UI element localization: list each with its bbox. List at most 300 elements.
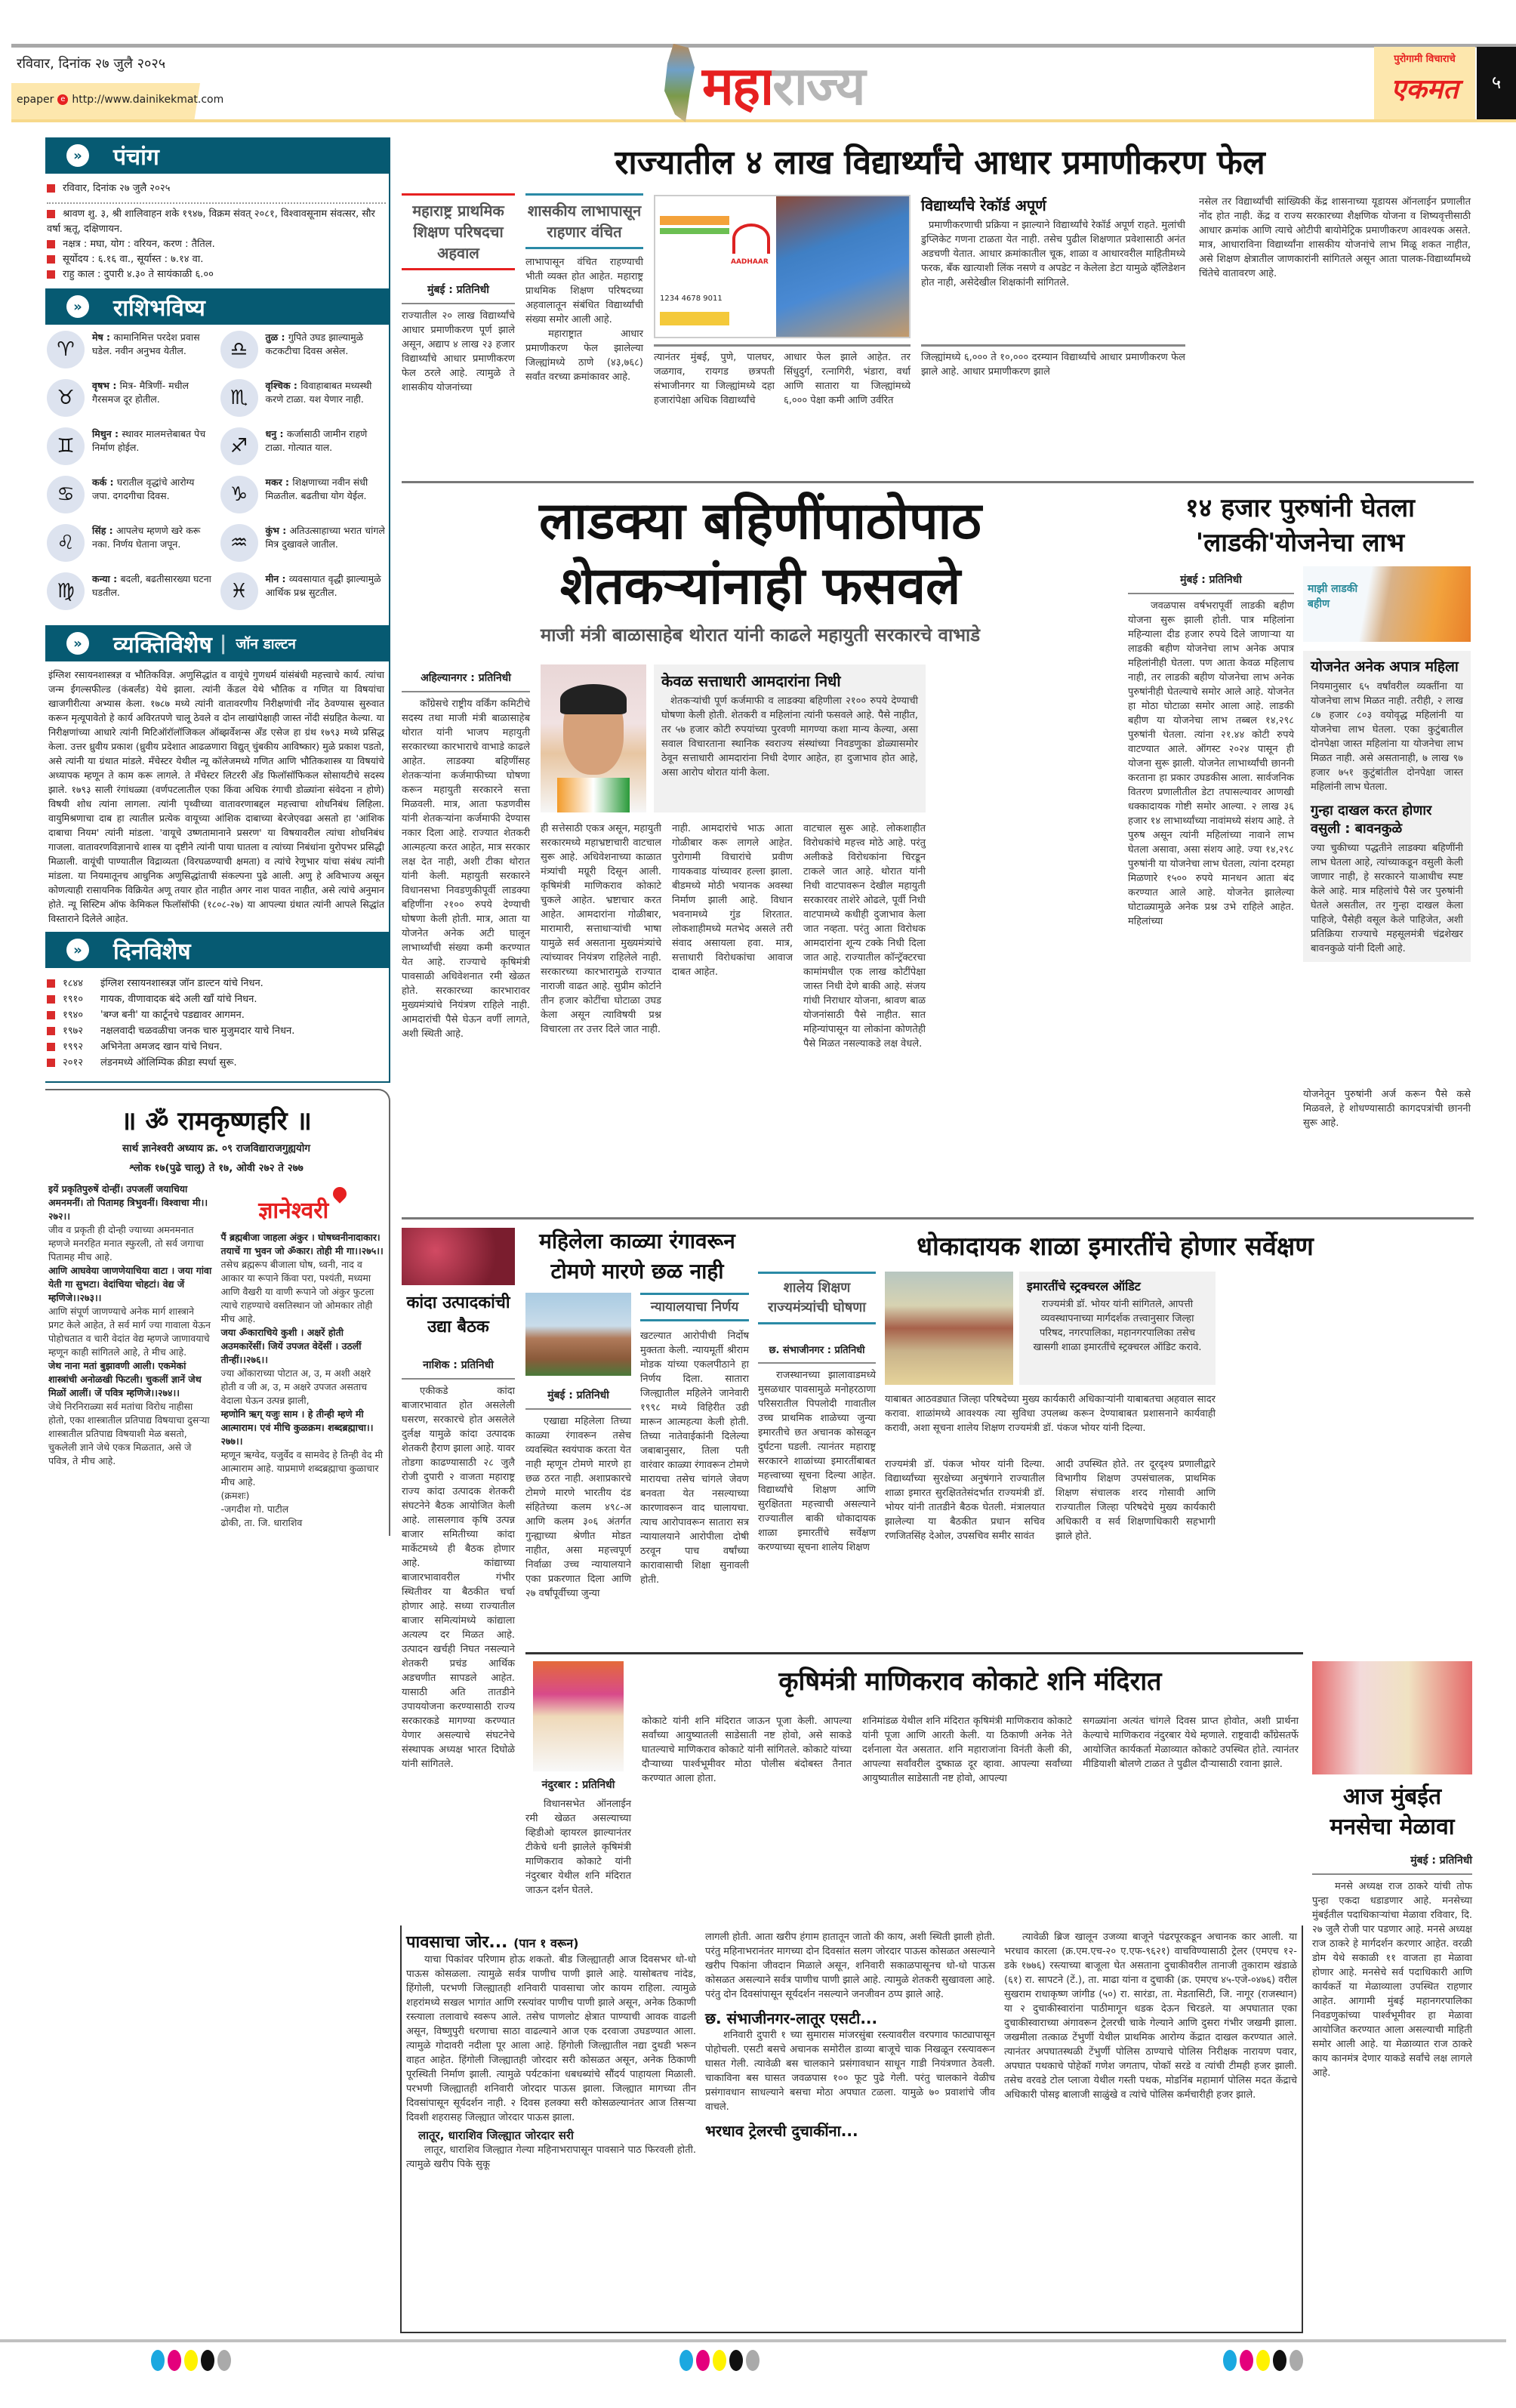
ovi-meaning: ढोकी, ता. जि. धाराशिव	[220, 1517, 303, 1528]
ladki-col4-text: वाटचाल सुरू आहे. लोकशाहीत विरोधकांचे महत्त्व मोठे आहे. परंतु अलीकडे विरोधकांना चिरडून टाकले जात आहे. थोरात यांनी निधी वाटपावरून देखील महायुती सरकारवर ताशेरे ओढले, पूर्वी निधी वाटपामध्ये कधीही दुजाभाव केला जात नव्हता. परंतु आता विरोधक आमदारांना शून्य टक्के निधी दिला जात आहे. राज्यातील कॉन्ट्रॅक्टरचा कामांमधील एक लाख कोटींपेक्षा जास्त निधी देणे बाकी आहे. संजय गांधी निराधार योजना, श्रावण बाळ योजनांसाठी पैसे नाहीत. सात महिन्यांपासून या लोकांना कोणतेही पैसे मिळत नसल्याकडे लक्ष वेधले.	[803, 823, 926, 1050]
vyaktivishesh-subject: जॉन डाल्टन	[236, 636, 296, 652]
school-caption: याबाबत आठवड्यात जिल्हा परिषदेच्या मुख्य कार्यकारी अधिकाऱ्यांनी याबाबतचा अहवाल सादर करावा. शाळांमध्ये आवश्यक त्या सुविधा उपलब्ध करून देण्याबाबत प्रशासनाने कार्यवाही करावी, अशा सूचना शालेय शिक्षण राज्यमंत्री डॉ. पंकज भोयर यांनी दिल्या.	[885, 1394, 1216, 1434]
paus-col-3	[1004, 1930, 1297, 2102]
bullet-icon	[47, 1027, 55, 1035]
ladki-col3-text: नाही. आमदारांचे भाऊ आता गोळीबार करू लागले आहेत. पुरोगामी विचारांचे प्रवीण गायकवाड यांच्यावर हल्ला झाला. बीडमध्ये मोठी भयानक अवस्था निर्माण झाली आहे. विधान भवनामध्ये गुंड शिरतात. लोकशाहीमध्ये मतभेद असले तरी संवाद असायला हवा. मात्र, सत्ताधारी विरोधकांचा आवाज दाबत आहेत.	[672, 823, 793, 978]
bullet-icon	[47, 979, 55, 988]
paus-sub2-text: शनिवारी दुपारी १ च्या सुमारास मांजरसुंबा रस्त्यावरील वरपगाव फाट्यापासून पोहोचली. एसटी बसचे अचानक समोरील डाव्या बाजूचे चाक निखळून रस्त्यावरून घासत गेली. त्यावेळी बस चालकाने प्रसंगावधान साधून गाडी नियंत्रणात ठेवली. चाकाविना बस घासत जवळपास १०० फूट पुढे गेली. परंतु चालकाने वेळीच प्रसंगावधान साधल्याने बसचा मोठा अपघात टळला. यामुळे ७० प्रवाशांचे जीव वाचले.	[705, 2030, 995, 2113]
registration-dot	[713, 2350, 726, 2371]
rashi-prediction: कामानिमित्त परदेश प्रवास घडेल. नवीन अनुभव येतील.	[92, 331, 200, 356]
dinvishesh-event: गायक, वीणावादक बंदे अली खाँ यांचे निधन.	[100, 994, 257, 1005]
ovi-columns	[48, 1182, 384, 1530]
rashi-item	[47, 572, 213, 618]
school-col-3	[1055, 1457, 1216, 1543]
rashi-separator: :	[279, 525, 290, 536]
manse-headline-1: आज मुंबईत	[1342, 1784, 1442, 1810]
ladki-fund-box	[654, 664, 926, 812]
page-number: ५	[1477, 47, 1516, 119]
ovi-meaning: आणि संपूर्ण जाणण्याचे अनेक मार्ग शास्त्राने प्रगट केले आहेत, ते सर्व मार्ग ज्या गावाला येऊन पोहोचतात व चारी वेदांत वेद्य म्हणजे जाणावयाचे म्हणून काही सांगितले आहे, ते मीच आहे.	[48, 1306, 211, 1358]
court-headline-1: महिलेला काळ्या रंगावरून	[539, 1229, 735, 1253]
rashi-prediction: घरातील वृद्धांचे आरोग्य जपा. दगदगीचा दिवस.	[92, 476, 195, 501]
rashi-item	[220, 379, 387, 424]
section-divider	[402, 1217, 1474, 1219]
rashi-name: सिंह	[92, 525, 106, 536]
registration-dot	[217, 2350, 231, 2371]
rashi-name: कर्क	[92, 476, 107, 488]
rashi-item	[47, 476, 213, 521]
ladki-col-1	[402, 664, 530, 1041]
rashi-text	[92, 331, 213, 358]
rashi-separator: :	[106, 525, 117, 536]
dinvishesh-item	[47, 1023, 386, 1039]
rashi-text	[92, 379, 213, 406]
aadhaar-photo	[654, 195, 911, 338]
registration-dot	[729, 2350, 743, 2371]
kokate-col2-text: कोकाटे यांनी शनि मंदिरात जाऊन पूजा केली. आपल्या सर्वांच्या आयुष्यातली साडेसाती नष्ट होवो, असे साकडे घातल्याचे माणिकराव कोकाटे यांनी सांगितले. कोकाटे यांच्या दौऱ्याच्या पार्श्वभूमीवर मोठा पोलीस बंदोबस्त तैनात करण्यात आला होता.	[642, 1716, 852, 1784]
rashi-separator: :	[290, 380, 301, 391]
school-kicker	[758, 1272, 876, 1324]
rashi-name: तुळ	[265, 331, 279, 343]
school-building-photo	[885, 1272, 1013, 1385]
rashi-separator: :	[109, 380, 120, 391]
section-divider	[402, 481, 1474, 483]
aadhaar-col2b-text: महाराष्ट्रात आधार प्रमाणीकरण फेल झालेल्या जिल्ह्यांमध्ये ठाणे (४३,७६८) सर्वांत वरच्या क्रमांकावर आहे.	[525, 328, 643, 383]
panchang-title: पंचांग	[113, 143, 159, 171]
bullet-icon	[47, 210, 55, 218]
rashi-text	[92, 427, 213, 455]
rashi-prediction: स्थावर मालमत्तेबाबत पेच निर्माण होईल.	[92, 428, 206, 453]
masthead-top-rule	[11, 44, 1516, 48]
footer-rule	[0, 2339, 1506, 2342]
rashi-separator: :	[278, 331, 288, 343]
dinvishesh-item	[47, 1039, 386, 1055]
bullet-icon	[47, 240, 55, 248]
ladki-col-4	[803, 822, 926, 1051]
bullet-icon	[47, 1011, 55, 1019]
kokate-col-4	[1083, 1714, 1299, 1771]
kokate-col1-text: विधानसभेत ऑनलाईन रमी खेळत असल्याच्या व्हिडीओ व्हायरल झाल्यानंतर टीकेचे धनी झालेले कृषिमंत्री माणिकराव कोकाटे यांनी नंदुरबार येथील शनि मंदिरात जाऊन दर्शन घेतले.	[525, 1799, 631, 1896]
raj-thackeray-photo	[1312, 1661, 1472, 1774]
registration-dot	[168, 2350, 181, 2371]
rashi-separator: :	[279, 573, 289, 584]
rashi-separator: :	[111, 428, 122, 439]
school-dateline: छ. संभाजीनगर : प्रतिनिधी	[758, 1337, 876, 1364]
epaper-e-icon: e	[57, 94, 68, 105]
school-col1-text: राजस्थानच्या झालावाडमध्ये मुसळधार पावसामुळे मनोहरठाणा परिसरातील पिपलोदी गावातील उच्च प्राथमिक शाळेच्या जुन्या इमारतीचे छत अचानक कोसळून दुर्घटना घडली. त्यानंतर महाराष्ट्र सरकारने शाळांच्या इमारतींबाबत महत्त्वाच्या सूचना दिल्या आहेत. विद्यार्थ्यांचे शिक्षण आणि सुरक्षितता महत्त्वाची असल्याने राज्यातील बाकी धोकादायक शाळा इमारतींचे सर्वेक्षण करण्याच्या सूचना शालेय शिक्षण	[758, 1370, 876, 1553]
rashi-prediction: कर्जासाठी जामीन राहणे टाळा. गोत्यात याल.	[265, 428, 368, 453]
ovi-verse: जया ॐकाराचिये कुशी । अक्षरें होती अउमकारेंसीं। जियें उपजत वेदेंसीं । उठलीं तीन्हीं।।२७६।।	[220, 1327, 362, 1365]
aadhaar-kicker-1: महाराष्ट्र प्राथमिक शिक्षण परिषदचा अहवाल	[402, 193, 515, 270]
manse-headline-2: मनसेचा मेळावा	[1330, 1814, 1455, 1840]
leo-icon: ♌	[47, 524, 85, 562]
manse-headline-block	[1312, 1782, 1472, 1842]
school-kicker-text: शालेय शिक्षण राज्यमंत्र्यांची घोषणा	[758, 1272, 876, 1324]
aadhaar-col5-text: जिल्ह्यांमध्ये ६,००० ते १०,००० दरम्यान विद्यार्थ्यांचे आधार प्रमाणीकरण फेल झाले आहे. आधार प्रमाणीकरण झाले	[921, 352, 1185, 378]
rashi-text	[266, 427, 387, 455]
taurus-icon: ♉	[47, 379, 85, 417]
rashi-item	[220, 331, 387, 376]
rashi-title: राशिभविष्य	[113, 294, 205, 322]
divider	[921, 344, 1185, 347]
rashi-prediction: व्यवसायात वृद्धी झाल्यामुळे आर्थिक प्रश्न सुटतील.	[265, 573, 381, 598]
sidebar	[45, 137, 390, 1536]
purush-tail-text: योजनेतून पुरुषांनी अर्ज करून पैसे कसे मिळवले, हे शोधण्यासाठी कागदपत्रांची छाननी सुरू आहे.	[1303, 1089, 1471, 1129]
ladki-headline-block	[402, 489, 1119, 647]
aadhaar-record-text: प्रमाणीकरणाची प्रक्रिया न झाल्याने विद्यार्थ्यांचे रेकॉर्ड अपूर्ण राहते. मुलांची डुप्लिकेट गणना टाळता येत नाही. तसेच पुढील शिक्षणात प्रवेशासाठी अनंत अडचणी येतात. आधार क्रमांकातील चूक, शाळा व आधारवरील माहितीमध्ये फरक, बँक खात्याशी लिंक नसणे व अपडेट न केलेला डेटा यामुळे व्हॅलिडेशन होत नाही, असेदेखील शिक्षकांनी सांगितले.	[921, 220, 1185, 288]
aadhaar-second-column	[525, 193, 643, 384]
registration-dot	[184, 2350, 198, 2371]
brand-name: एकमत	[1391, 74, 1459, 105]
ladki-col-3	[672, 822, 793, 979]
section-title-maha: महा	[702, 55, 773, 117]
kokate-dateline: नंदुरबार : प्रतिनिधी	[541, 1779, 615, 1791]
ovi-verse: आणि आघवेया जाणणेयाचिया वाटा । जया गांवा येती गा सुभटा। वेदांचिया चोहटां। वेद्य जें म्हणिजे।।२७३।।	[48, 1265, 212, 1303]
rashi-text	[92, 572, 213, 600]
ineligible-text: नियमानुसार ६५ वर्षांवरील व्यक्तींना या योजनेचा लाभ मिळत नाही. तरीही, २ लाख ८७ हजार ८०३ वयोवृद्ध महिलांनी या योजनेचा लाभ घेतला. एका कुटुंबातील दोनपेक्षा जास्त महिलांना या योजनेचा लाभ मिळत नाही. असे असतानाही, ७ लाख ९७ हजार ७५१ कुटुंबांतील दोनपेक्षा जास्त महिलांनी लाभ घेतला.	[1311, 681, 1463, 793]
court-col-1	[525, 1382, 631, 1601]
registration-dot	[151, 2350, 165, 2371]
panchang-date-row	[47, 178, 386, 198]
aadhaar-dateline: मुंबई : प्रतिनिधी	[402, 276, 515, 304]
recovery-text: ज्या चुकीच्या पद्धतीने लाडक्या बहिणींनी लाभ घेतला आहे, त्यांच्याकडून वसुली केली जाणार नाही, हे सरकारने याआधीच स्पष्ट केले आहे. मात्र महिलांचे पैसे जर पुरुषांनी घेतले असतील, तर गुन्हा दाखल केला पाहिजे, पैसेही वसूल केले पाहिजेत, अशी प्रतिक्रिया राज्याचे महसूलमंत्री चंद्रशेखर बावनकुळे यांनी दिली आहे.	[1311, 843, 1463, 954]
ovi-verse: जेथ नाना मतां बुझावणी आली। एकमेकां शास्त्रांची अनोळखी फिटली। चुकलीं ज्ञानें जेथ मिळों आलीं। जें पवित्र म्हणिजे।।२७४।।	[48, 1360, 202, 1398]
ovi-meaning: जेथे निरनिराळ्या सर्व मतांचा विरोध नाहीसा होतो, एका शास्त्रातील प्रतिपाद्य विषयाचा दुसऱ्या शास्त्रातील प्रतिपाद्य विषयाशी मेळ बसतो, चुकलेली ज्ञाने जेथे एकत्र मिळतात, असे जे पवित्र, ते मीच आहे.	[48, 1401, 210, 1466]
aquarius-icon: ♒	[220, 524, 258, 562]
dinvishesh-event: लंडनमध्ये ऑलिम्पिक क्रीडा स्पर्धा सुरू.	[100, 1057, 237, 1068]
panchang-body	[45, 174, 390, 288]
bullet-icon	[47, 1043, 55, 1051]
ladki-col1-text: काँग्रेसचे राष्ट्रीय वर्किंग कमिटीचे सदस्य तथा माजी मंत्री बाळासाहेब थोरात यांनी भाजप महायुती सरकारच्या कारभाराचे वाभाडे काढले आहेत. लाडक्या बहिणींसह शेतकऱ्यांना कर्जमाफीच्या घोषणा करून महायुती सरकारने सत्ता मिळवली. मात्र, आता फडणवीस यांनी शेतकऱ्यांना कर्जमाफी देण्यास नकार दिला आहे. राज्यात शेतकरी आत्महत्या करत आहेत, मात्र सरकार लक्ष देत नाही, अशी टीका थोरात यांनी केली. महायुती सरकारने विधानसभा निवडणुकीपूर्वी लाडक्या बहिणींना २१०० रुपये देण्याची घोषणा केली होती. मात्र, आता या योजनेत अनेक अटी घालून लाभार्थ्यांची संख्या कमी करण्यात येत आहे. राज्याचे कृषिमंत्री पावसाळी अधिवेशनात रमी खेळत होते. सरकारच्या कारभारावर मुख्यमंत्र्यांचे नियंत्रण राहिले नाही. आमदारांची पैसे घेऊन वर्णी लागते, अशी स्थिती आहे.	[402, 698, 530, 1040]
bullet-icon	[47, 184, 55, 193]
rashi-separator: :	[276, 428, 287, 439]
rashi-prediction: बदली, बढतीसारख्या घटना घडतील.	[92, 573, 211, 598]
school-caption-block	[885, 1392, 1216, 1435]
kokate-headline: कृषिमंत्री माणिकराव कोकाटे शनि मंदिरात	[778, 1666, 1162, 1697]
ramkrishnahari-title: ॥ ॐ रामकृष्णहरि ॥	[121, 1106, 312, 1136]
dinvishesh-event: इंग्लिश रसायनशास्त्रज्ञ जॉन डाल्टन यांचे निधन.	[100, 978, 263, 989]
ladki-fund-text: शेतकऱ्यांची पूर्ण कर्जमाफी व लाडक्या बहिणीला २१०० रुपये देण्याची घोषणा केली होती. शेतकरी व महिलांना त्यांनी फसवले आहे. पैसे नाहीत, तर ५७ हजार कोटी रुपयांच्या पुरवणी मागण्या कशा मान्य केल्या, असा सवाल विचारताना स्थानिक स्वराज्य संस्थांच्या निवडणुका डोळ्यासमोर ठेवून सत्ताधारी आमदारांना निधी देणार आहेत, हा दुजाभाव होत आहे, असा आरोप थोरात यांनी केला.	[661, 695, 918, 779]
purush-dateline: मुंबई : प्रतिनिधी	[1128, 566, 1294, 594]
ovi-meaning: जीव व प्रकृती ही दोन्ही ज्याच्या अमनमनात म्हणजे मनरहित मनात स्फुरली, तो सर्व जगाचा पितामह मीच आहे.	[48, 1224, 204, 1263]
panchang-header	[45, 137, 390, 174]
section-divider	[525, 1652, 1303, 1654]
court-kicker-text: न्यायालयाचा निर्णय	[640, 1293, 749, 1321]
aadhaar-card-image	[660, 201, 729, 334]
rashi-item	[220, 572, 387, 618]
rashi-item	[47, 331, 213, 376]
chevron-down-icon: »	[66, 144, 89, 167]
ladki-headline-1: लाडक्या बहिणींपाठोपाठ	[539, 492, 981, 551]
high-court-photo	[525, 1293, 631, 1376]
registration-dot	[1290, 2350, 1303, 2371]
rashi-prediction: आपलेच म्हणणे खरे करू नका. निर्णय घेताना जपून.	[92, 525, 201, 550]
ovi-meaning: -जगदीश गो. पाटील	[220, 1503, 289, 1515]
masthead-date: रविवार, दिनांक २७ जुलै २०२५	[17, 56, 166, 72]
paus-col-2	[705, 1930, 995, 2141]
dinvishesh-item	[47, 1055, 386, 1071]
bullet-icon	[47, 270, 55, 279]
libra-icon: ♎	[220, 331, 258, 368]
dnyaneshwari-logo-text: ज्ञानेश्वरी	[258, 1198, 329, 1224]
dinvishesh-item	[47, 991, 386, 1007]
aadhaar-headline: राज्यातील ४ लाख विद्यार्थ्यांचे आधार प्रमाणीकरण फेल	[615, 143, 1265, 182]
kanda-dateline: नाशिक : प्रतिनिधी	[402, 1352, 515, 1380]
rashi-separator: :	[282, 476, 293, 488]
ladki-bahin-scheme-photo	[1303, 566, 1471, 642]
ramkrishnahari-box	[45, 1089, 390, 1536]
thorat-photo	[541, 664, 646, 812]
dinvishesh-header	[45, 932, 390, 968]
ovi-meaning: (क्रमशः)	[220, 1490, 250, 1501]
aadhaar-col2a-text: लाभापासून वंचित राहण्याची भीती व्यक्त होत आहेत. महाराष्ट्र प्राथमिक शिक्षण परिषदच्या अहवालातून संबंधित विद्यार्थ्यांची संख्या समोर आली आहे.	[525, 257, 643, 325]
dotted-divider	[47, 202, 386, 204]
dinvishesh-item	[47, 976, 386, 991]
aries-icon: ♈	[47, 331, 85, 368]
dinvishesh-event: अभिनेता अमजद खान यांचे निधन.	[100, 1041, 223, 1053]
ovi-meaning: म्हणून ऋग्वेद, यजुर्वेद व सामवेद हे तिन्ही वेद मी आत्माराम आहे. याप्रमाणे शब्दब्रह्माचा कुळाचार मीच आहे.	[220, 1449, 384, 1488]
ovi-meaning: ज्या ओंकाराच्या पोटात अ, उ, म अशी अक्षरे होती व जी अ, उ, म अक्षरे उपजत असताच वेदाला घेऊन उत्पन्न झाली,	[220, 1367, 371, 1406]
registration-dot	[679, 2350, 693, 2371]
aadhaar-col1-text: राज्यातील २० लाख विद्यार्थ्यांचे आधार प्रमाणीकरण पूर्ण झाले असून, अद्याप ४ लाख २३ हजार विद्यार्थ्यांचे आधार प्रमाणीकरण फेल ठरले आहे. त्यामुळे ते शासकीय योजनांच्या	[402, 310, 515, 393]
school-col-1	[758, 1337, 876, 1555]
school-audit-box	[1019, 1272, 1216, 1385]
rashi-separator: :	[106, 476, 117, 488]
aadhaar-kicker-2: शासकीय लाभापासून राहणार वंचित	[525, 193, 643, 249]
aadhaar-record-box	[921, 195, 1185, 290]
rashi-name: धनु	[265, 428, 277, 439]
aadhaar-col3-text: त्यानंतर मुंबई, पुणे, पालघर, जळगाव, रायगड छत्रपती संभाजीनगर या जिल्ह्यांमध्ये दहा हजारांपेक्षा अधिक विद्यार्थ्यांचे	[654, 352, 775, 406]
panchang-line	[47, 267, 386, 282]
rashi-header	[45, 288, 390, 325]
rashi-text	[266, 572, 387, 600]
cancer-icon: ♋	[47, 476, 85, 513]
ladki-dateline: अहिल्यानगर : प्रतिनिधी	[402, 664, 530, 692]
paus-sub3: भरधाव ट्रेलरची दुचाकींना...	[705, 2122, 858, 2140]
manse-text: मनसे अध्यक्ष राज ठाकरे यांची तोफ पुन्हा एकदा धडाडणार आहे. मनसेच्या मुंबईतील पदाधिकाऱ्यांचा मेळावा रविवार, दि. २७ जुलै रोजी पार पडणार आहे. मनसे अध्यक्ष राज ठाकरे हे मार्गदर्शन करणार आहेत. वरळी डोम येथे सकाळी ११ वाजता हा मेळावा होणार आहे. मनसेचे सर्व पदाधिकारी आणि कार्यकर्ते या मेळाव्याला उपस्थित राहणार आहेत. आगामी मुंबई महानगरपालिका निवडणुकांच्या पार्श्वभूमीवर हा मेळावा आयोजित करण्यात आला असल्याची माहिती समोर आली आहे. या मेळाव्यात राज ठाकरे काय कानमंत्र देणार याकडे सर्वांचे लक्ष लागले आहे.	[1312, 1881, 1472, 2079]
paus-col3-text: त्यावेळी ब्रिज खालून उजव्या बाजूने पंढरपूरकडून अचानक कार आली. या भरधाव कारला (क्र.एम.एच-२० ए.एफ-९६२१) वाचविण्यासाठी ट्रेलर (एमएच १२-डके १७७६) रस्त्याच्या बाजूला घेत असताना दुचाकीवरील तानाजी तुकाराम खंडाळे (६१) रा. सापटने (टें.), ता. माढा यांना व दुचाकी (क्र. एमएच ४५-एजे-०४७६) वरील सुखराम राधाकृष्ण जांगीड (५०) रा. सारंडा, ता. मेडतासिटी, जि. नागूर (राजस्थान) या २ दुचाकीस्वारांना पाठीमागून धडक देऊन चिरडले. या अपघातात एका दुचाकीस्वाराच्या अंगावरून ट्रेलरची चाके गेल्याने आणि दुसरा गंभीर जखमी झाला. जखमीला तत्काळ टेंभुर्णी येथील प्राथमिक आरोग्य केंद्रात दाखल करण्यात आले. त्यानंतर अपघातस्थळी टेंभुर्णी पोलिस ठाण्याचे पोलिस निरीक्षक नारायण पवार, अपघात पथकाचे पोहेकॉ गणेश जगताप, पोकॉ सरडे व त्यांची टीमही हजर झाली. तसेच वरवडे टोल प्लाजा येथील गस्ती पथक, मोडनिंब महामार्ग पोलिस मदत केंद्राचे अधिकारी पोसइ बालाजी साळुंखे व त्यांचे पोलिस कर्मचारीही हजर झाले.	[1004, 1932, 1297, 2101]
bullet-icon	[47, 255, 55, 264]
bullet-icon	[47, 1059, 55, 1067]
panchang-sunrise: सूर्योदय : ६.१६ वा., सूर्यास्त : ७.१४ वा.	[63, 254, 204, 265]
ineligible-title: योजनेत अनेक अपात्र महिला	[1311, 658, 1459, 675]
epaper-link[interactable]	[17, 94, 223, 106]
scheme-logo-text: माझी लाडकी बहीण	[1308, 583, 1358, 610]
rashi-text	[266, 524, 387, 551]
manse-story	[1312, 1847, 1472, 2080]
rashi-item	[220, 524, 387, 569]
gemini-icon: ♊	[47, 427, 85, 465]
paus-col1-text: याचा पिकांवर परिणाम होऊ शकतो. बीड जिल्ह्यातही आज दिवसभर धो-धो पाऊस कोसळला. त्यामुळे सर्वत्र पाणीच पाणी झाले आहे. यासोबतच नांदेड, हिंगोली, परभणी जिल्ह्यातही शनिवारी पावसाचा जोर कायम राहिला. त्यामुळे शहरांमध्ये सखल भागांत आणि रस्त्यांवर पाणीच पाणी झाले असून, अनेक ठिकाणी रस्त्याला तलावाचे स्वरूप आले. तसेच पाणलोट क्षेत्रात पाण्याची आवक वाढली असून, विष्णुपुरी धरणाचा साठा वाढल्याने आज एक दरवाजा उघडण्यात आला. त्यामुळे गोदावरी नदीला पूर आला आहे. हिंगोली जिल्ह्यातील नद्या दुथडी भरून वाहत आहेत. हिंगोली जिल्ह्यातही जोरदार सरी कोसळत असून, अनेक ठिकाणी पूरस्थिती निर्माण झाली. त्यामुळे पर्यटकांना धबधब्यांचे सौंदर्य पाहायला मिळाली. परभणी जिल्ह्यातही शनिवारी जोरदार पाऊस झाला. जिल्ह्यात मागच्या तीन दिवसांपासून सूर्यदर्शन नाही. २ दिवस हलक्या सरी कोसळल्यानंतर आज तिसऱ्या दिवशी शहरासह जिल्ह्यात जोरदार पाऊस झाला.	[406, 1954, 696, 2123]
divider	[654, 344, 911, 347]
aadhaar-card-number: 1234 4678 9011	[660, 294, 723, 303]
purush-box-ineligible	[1303, 651, 1471, 962]
registration-dot	[1240, 2350, 1253, 2371]
court-kicker	[640, 1293, 749, 1321]
epaper-label: epaper	[17, 94, 54, 106]
kanda-story	[402, 1352, 515, 1771]
registration-marks-left	[151, 2350, 231, 2371]
aadhaar-col4-text: आधार फेल झाले आहेत. तर सिंधुदुर्ग, रत्नागिरी, भंडारा, वर्धा आणि सातारा या जिल्ह्यांमध्ये ६,००० पेक्षा कमी आणि उर्वरित	[784, 352, 911, 406]
court-headline-2: टोमणे मारणे छळ नाही	[550, 1259, 724, 1284]
dinvishesh-title: दिनविशेष	[113, 938, 191, 965]
panchang-tithi: श्रावण शु. ३, श्री शालिवाहन शके १९४७, विक्रम संवत् २०८१, विश्वावसूनाम संवत्सर, सौर वर्षा ऋतू, दक्षिणायन.	[47, 208, 375, 235]
aadhaar-fingerprint-logo	[732, 224, 770, 254]
recovery-title: गुन्हा दाखल करत होणार वसुली : बावनकुळे	[1311, 803, 1432, 837]
dinvishesh-event: नक्षलवादी चळवळीचा जनक चारु मुजुमदार याचे निधन.	[100, 1025, 295, 1037]
bullet-icon	[47, 995, 55, 1004]
rashi-name: कन्या	[92, 573, 110, 584]
section-title-rajya: राज्य	[772, 55, 864, 117]
aadhaar-col-4	[784, 350, 911, 408]
paus-headline-row	[406, 1930, 696, 1953]
rashi-name: मीन	[265, 573, 279, 584]
purush-tail	[1303, 1087, 1471, 1130]
vyaktivishesh-title: व्यक्तिविशेष	[113, 631, 212, 658]
rashi-prediction: अतिउत्साहाच्या भरात चांगले मित्र दुखावले जातील.	[265, 525, 385, 550]
rashi-text	[92, 476, 213, 503]
ovi-meaning: तसेच ब्रह्मरूप बीजाला घोष, ध्वनी, नाद व आकार या रूपाने किंवा परा, पश्यंती, मध्यमा आणि वैखरी या वाणी रूपाने जो अंकुर फुटला त्याचे राहण्याचे वसतिस्थान जो ओमकार तोही मीच आहे.	[220, 1259, 374, 1324]
ladki-col-2	[541, 822, 661, 1037]
dinvishesh-list	[45, 968, 390, 1083]
sagittarius-icon: ♐	[220, 427, 258, 465]
aadhaar-left-column	[402, 193, 515, 395]
aadhaar-logo-text: AADHAAR	[731, 258, 769, 266]
ladki-headline-2: शेतकऱ्यांनाही फसवले	[559, 557, 961, 616]
court-col-2	[640, 1329, 749, 1587]
brand-tagline: पुरोगामी विचाराचे	[1394, 54, 1456, 65]
rashi-item	[47, 427, 213, 473]
kokate-photo	[533, 1661, 624, 1771]
paus-sub1-text: लातूर, धाराशिव जिल्ह्यात गेल्या महिनाभरापासून पावसाने पाठ फिरवली होती. त्यामुळे खरीप पिके सुकू	[406, 2144, 696, 2170]
court-headline-block	[525, 1226, 749, 1287]
registration-dot	[1256, 2350, 1270, 2371]
purush-col-1	[1128, 566, 1294, 929]
students-eating-photo	[776, 196, 909, 337]
rashi-text	[92, 524, 213, 551]
panchang-line	[47, 207, 386, 237]
paus-col-1	[406, 1930, 696, 2172]
rashi-separator: :	[109, 573, 121, 584]
onion-photo	[402, 1228, 515, 1285]
dinvishesh-year: १९९२	[63, 1041, 84, 1053]
rashi-item	[47, 524, 213, 569]
registration-dot	[1273, 2350, 1286, 2371]
dinvishesh-year: १९७२	[63, 1025, 84, 1037]
scorpio-icon: ♏	[220, 379, 258, 417]
title-separator: |	[219, 632, 227, 655]
epaper-url[interactable]: http://www.dainikekmat.com	[72, 94, 224, 106]
purush-headline-block	[1128, 491, 1472, 560]
rashi-item	[220, 427, 387, 473]
paus-col2-text: लागली होती. आता खरीप हंगाम हातातून जातो की काय, अशी स्थिती झाली होती. परंतु महिनाभरानंतर मागच्या दोन दिवसांत सलग जोरदार पाऊस कोसळत असल्याने खरीप पिकांना जीवदान मिळाले असून, शनिवारी सकाळपासूनच धो-धो पाऊस कोसळत असल्याने सर्वत्र पाणीच पाणी झाले आहे. त्यामुळे शेतकरी सुखावला आहे. परंतु दोन दिवसांपासून सूर्यदर्शन नसल्याने जनजीवन ठप्प झाले आहे.	[705, 1932, 995, 2000]
registration-dot	[746, 2350, 760, 2371]
masthead-yellow-rule	[11, 119, 1516, 122]
school-col-2	[885, 1457, 1045, 1543]
rashi-separator: :	[103, 331, 114, 343]
dinvishesh-year: १९४०	[63, 1010, 84, 1021]
ramkrishnahari-subtitle-2: श्लोक १७(पुढे चालू) ते १७, ओवी २७२ ते २७७	[129, 1162, 304, 1174]
rashi-name: वृश्चिक	[265, 380, 291, 391]
kanda-text: एकीकडे कांदा बाजारभावात होत असलेली घसरण, सरकारचे होत असलेले दुर्लक्ष यामुळे कांदा उत्पादक शेतकरी हैराण झाला आहे. यावर तोडगा काढण्यासाठी २८ जुलै रोजी दुपारी २ वाजता महाराष्ट्र राज्य कांदा उत्पादक शेतकरी संघटनेने बैठक आयोजित केली आहे. लासलगाव कृषि उत्पन्न बाजार समितीच्या कांदा मार्केटमध्ये ही बैठक होणार आहे. कांद्याच्या बाजारभावावरील गंभीर स्थितीवर या बैठकीत चर्चा होणार आहे. सध्या राज्यातील बाजार समित्यांमध्ये कांद्याला अत्यल्प दर मिळत आहे. उत्पादन खर्चही निघत नसल्याने शेतकरी प्रचंड आर्थिक अडचणीत सापडले आहेत. यासाठी अति तातडीने उपाययोजना करण्यासाठी राज्य सरकारकडे मागण्या करण्यात येणार असल्याचे संघटनेचे संस्थापक अध्यक्ष भारत दिघोळे यांनी सांगितले.	[402, 1386, 515, 1770]
aadhaar-col-5	[921, 350, 1185, 379]
purush-headline-2: 'लाडकी'योजनेचा लाभ	[1195, 528, 1405, 558]
rashi-prediction: गुपिते उघड झाल्यामुळे कटकटीचा दिवस असेल.	[265, 331, 364, 356]
kokate-col-2	[642, 1714, 852, 1786]
registration-dot	[696, 2350, 710, 2371]
ovi-verse: पैं ब्रह्मबीजा जाहला अंकुर । घोषध्वनीनादाकार। तयाचें गा भुवन जो ॐकार। तोही मी गा।।२७५।।	[220, 1232, 384, 1256]
paus-sub1: लातूर, धाराशिव जिल्ह्यात जोरदार सरी	[418, 2129, 574, 2142]
registration-marks-center	[679, 2350, 760, 2371]
registration-marks-right	[1223, 2350, 1303, 2371]
panchang-rahukal: राहु काल : दुपारी ४.३० ते सायंकाळी ६.००	[63, 269, 214, 280]
dinvishesh-event: 'बग्ज बनी' या कार्टूनचे पडद्यावर आगमन.	[100, 1010, 245, 1021]
registration-dot	[1223, 2350, 1237, 2371]
rashi-text	[266, 331, 387, 358]
rashi-name: मेष	[92, 331, 103, 343]
rashi-text	[266, 476, 387, 503]
rashi-name: वृषभ	[92, 380, 109, 391]
rashi-prediction: शिक्षणाच्या नवीन संधी मिळतील. बढतीचा योग येईल.	[265, 476, 368, 501]
kokate-col3-text: शनिमांडळ येथील शनि मंदिरात कृषिमंत्री माणिकराव कोकाटे यांनी पूजा आणि आरती केली. या ठिकाणी अनेक नेते दर्शनाला येत असतात. शनि महाराजांना विनंती केली की, आपल्या सर्वांवरील दुष्काळ दूर व्हावा. आपल्या सर्वांच्या आयुष्यातील साडेसाती नष्ट होवो, आपल्या	[862, 1716, 1072, 1784]
virgo-icon: ♍	[47, 572, 85, 610]
panchang-line	[47, 237, 386, 252]
aadhaar-col-6	[1199, 195, 1471, 281]
ovi-verse: म्हणोनि ऋग् यजुः साम । हे तीन्ही म्हणे मी आत्माराम। एवं मीचि कुळक्रम। शब्दब्रह्माचा।।२७७।।	[220, 1408, 374, 1447]
court-col1-text: एखाद्या महिलेला तिच्या काळ्या रंगावरून तसेच व्यवस्थित स्वयंपाक करता येत नाही म्हणून टोमणे मारणे हा छळ ठरत नाही. अशाप्रकारचे टोमणे मारणे भारतीय दंड संहितेच्या कलम ४९८-अ आणि कलम ३०६ अंतर्गत गुन्ह्याच्या श्रेणीत मोडत नाहीत, असा महत्त्वपूर्ण निर्वाळा उच्च न्यायालयाने एका प्रकरणात दिला आणि २७ वर्षांपूर्वीच्या जुन्या	[525, 1416, 631, 1599]
court-dateline: मुंबई : प्रतिनिधी	[525, 1382, 631, 1410]
rashi-item	[47, 379, 213, 424]
pisces-icon: ♓	[220, 572, 258, 610]
manse-dateline: मुंबई : प्रतिनिधी	[1312, 1847, 1472, 1875]
maharashtra-map-graphic	[664, 44, 695, 122]
panchang-nakshatra: नक्षत्र : मघा, योग : वरियन, करण : तैतिल.	[63, 239, 215, 250]
kokate-col4-text: सगळ्यांना अत्यंत चांगले दिवस प्राप्त होवोत, अशी प्रार्थना केल्याचे माणिकराव नंदुरबार येथे म्हणाले. राष्ट्रवादी काँग्रेसतर्फे आयोजित कार्यकर्ता मेळाव्यात कोकाटे उपस्थित होते. त्यानंतर मीडियाशी बोलणे टाळत ते पुढील दौऱ्यासाठी रवाना झाले.	[1083, 1716, 1299, 1770]
court-col2-text: खटल्यात आरोपीची निर्दोष मुक्तता केली. न्यायमूर्ती श्रीराम मोडक यांच्या एकलपीठाने हा निर्णय दिला. सातारा जिल्ह्यातील महिलेने जानेवारी १९९८ मध्ये विहिरीत उडी मारून आत्महत्या केली होती. तिच्या नातेवाईकांनी दिलेल्या जबाबानुसार, तिला पती वारंवार काळ्या रंगावरून टोमणे मारायचा तसेच चांगले जेवण बनवता येत नसल्याच्या कारणावरून वाद घालायचा. त्याच आरोपावरून सातारा सत्र न्यायालयाने आरोपीला दोषी ठरवून पाच वर्षांच्या कारावासाची शिक्षा सुनावली होती.	[640, 1330, 749, 1586]
paus-sub2: छ. संभाजीनगर-लातूर एसटी...	[705, 2009, 878, 2027]
purush-headline-1: १४ हजार पुरुषांनी घेतला	[1185, 493, 1415, 523]
rashi-prediction: विवाहाबाबत मध्यस्थी करणे टाळा. यश येणार नाही.	[265, 380, 372, 405]
ovi-column-right	[221, 1182, 385, 1530]
chevron-down-icon: »	[66, 295, 89, 318]
vyaktivishesh-body: इंग्लिश रसायनशास्त्रज्ञ व भौतिकविज्ञ. अणुसिद्धांत व वायूंचे गुणधर्म यांसंबंधी महत्त्वाचे कार्य. त्यांचा जन्म ईगल्सफील्ड (कंबर्लंड) येथे झाला. त्यांनी केंडल येथे भौतिक व गणित या विषयांचा खाजगीरीत्या अभ्यास केला. १७८७ मध्ये त्यांनी वातावरणीय निरीक्षणांची नोंद ठेवण्यास सुरुवात करून मृत्यूपावेतो हे कार्य अविरतपणे चालू ठेवले व दोन लाखांपेक्षाही जास्त नोंदी संग्रहित केल्या. या निरीक्षणांच्या आधारे त्यांनी मिटिऑरॉलॉजिकल ऑब्झर्वेशन्स अँड एसेज हा ग्रंथ १७९३ मध्ये प्रसिद्ध केला. उत्तर ध्रुवीय प्रकाश (ध्रुवीय प्रदेशात आढळणारा विद्युत् चुंबकीय आविष्कार) मुळे प्रकाश पडतो, असे त्यांनी या ग्रंथात मांडले. मँचेस्टर येथील न्यू कॉलेजमध्ये गणित आणि भौतिकशास्त्र या विषयांचे अध्यापक म्हणून ते काम करू लागले. ते मँचेस्टर लिटररी अँड फिलॉसॉफिकल सोसायटीचे सदस्य झाले. १७९३ साली रंगांधळ्या (वर्णपटलातील एका किंवा अधिक रंगाची डोळ्यांना संवेदना न होणे) विषयी शोध त्यांना लागला. त्यांनी पृथ्वीच्या वातावरणाबद्दल महत्त्वाचा शोधनिबंध लिहिला. वायुमिश्रणाचा दाब हा त्यातील प्रत्येक वायूच्या आंशिक दाबाच्या बेरजेएवढा असतो हा 'आंशिक दाबाचा नियम' त्यांनी मांडला. 'वायूचे उष्णतामानाने प्रसरण' या विषयावरील त्यांचा शोधनिबंध गाजला. वातावरणविज्ञानाचे शास्त्र या दृष्टीने त्यांनी पाया घातला व त्यांच्या निबंधांना युरोपभर प्रसिद्धी मिळाली. वायूंची पाण्यातील विद्राव्यता (विरघळण्याची क्षमता) व त्यांचे रेणुभार यांचा संबंध त्यांनी मांडला. या नियमातूनच आधुनिक अणुसिद्धांताची संकल्पना पुढे आली. अणु हे अविभाज्य असून कोणत्याही रासायनिक विक्रियेत अणू तयार होत नाहीत अगर नाश पावत नाहीत, असे त्यांचे अनुमान होते. न्यू सिस्टिम ऑफ केमिकल फिलॉसॉफी (१८०८-२७) या आपल्या ग्रंथात त्यांनी आपले सिद्धांत विस्ताराने दिलेले आहेत.	[45, 661, 390, 932]
aadhaar-record-title: विद्यार्थ्यांचे रेकॉर्ड अपूर्ण	[921, 196, 1046, 214]
rashi-item	[220, 476, 387, 521]
panchang-line	[47, 252, 386, 267]
ladki-col2-text: ही सत्तेसाठी एकत्र असून, महायुती सरकारमध्ये महाभ्रष्टाचारी वाटचाल सुरू आहे. अधिवेशनाच्या काळात मंत्र्यांची मग्रूरी दिसून आली. कृषिमंत्री माणिकराव कोकाटे चुकले आहेत. भ्रष्टाचार करत आहेत. आमदारांना गोळीबार, मारामारी, सत्ताधाऱ्यांची भाषा यामुळे सर्व असताना मुख्यमंत्र्यांचे त्यांच्यावर नियंत्रण राहिलेले नाही. सरकारच्या कारभारामुळे राज्यात नाराजी वाढत आहे. सुप्रीम कोर्टाने तीन हजार कोटींचा घोटाळा उघड केला असून त्याविषयी प्रश्न विचारला तर उत्तर दिले जात नाही.	[541, 823, 661, 1035]
rashi-name: कुंभ	[265, 525, 279, 536]
rashi-prediction: मित्र- मैत्रिणीं- मधील गैरसमज दूर होतील.	[92, 380, 190, 405]
ladki-fund-title: केवळ सत्ताधारी आमदारांना निधी	[661, 672, 841, 690]
kokate-col-1	[525, 1797, 631, 1898]
vyaktivishesh-header	[45, 625, 390, 661]
rashi-text	[266, 379, 387, 406]
kanda-headline: कांदा उत्पादकांची उद्या बैठक	[406, 1293, 510, 1337]
dinvishesh-item	[47, 1007, 386, 1023]
aadhaar-col-3	[654, 350, 775, 408]
ramkrishnahari-subtitle-1: सार्थ ज्ञानेश्वरी अध्याय क्र. ०९ राजविद्याराजगुह्ययोग	[122, 1142, 310, 1155]
purush-col1-text: जवळपास वर्षभरापूर्वी लाडकी बहीण योजना सुरू झाली होती. पात्र महिलांना महिन्याला दीड हजार रुपये दिले जाणाऱ्या या लाडकी बहीण योजनेचा लाभ अनेक अपात्र महिलांनीही घेतला. पण आता केवळ महिलाच नाही, तर लाडकी बहीण योजनेचा लाभ अनेक पुरुषांनीही घेतल्याचे समोर आले आहे. योजनेत हा मोठा घोटाळा समोर आला आहे. लाडकी बहीण या योजनेचा लाभ तब्बल १४,२९८ पुरुषांनी घेतला. त्यांना २१.४४ कोटी रुपये वाटण्यात आले. ऑगस्ट २०२४ पासून ही योजना सुरू झाली. योजनेत लाभार्थ्यांची छाननी करताना हा प्रकार उघडकीस आला. सार्वजनिक वितरण प्रणालीतील डेटा तपासल्यावर आणखी धक्कादायक गोष्टी समोर आल्या. २ लाख ३६ हजार १४ लाभार्थ्यांच्या नावांमध्ये संशय आहे. ते पुरुष असून त्यांनी महिलांच्या नावाने लाभ घेतला असावा, असा संशय आहे. ज्या १४,२९८ पुरुषांनी या योजनेचा लाभ घेतला, त्यांना दरमहा मिळणारे १५०० रुपये मानधन आता बंद करण्यात आले आहे. योजनेत झालेल्या घोटाळ्यामुळे अनेक प्रश्न उभे राहिले आहेत. महिलांच्या	[1128, 600, 1294, 927]
kokate-col-3	[862, 1714, 1072, 1786]
paus-headline: पावसाचा जोर...	[406, 1933, 508, 1952]
location-pin-icon	[331, 1184, 350, 1203]
audit-title: इमारतींचे स्ट्रक्चरल ऑडिट	[1027, 1279, 1141, 1293]
ovi-column-left	[48, 1182, 212, 1530]
audit-text: राज्यमंत्री डॉ. भोयर यांनी सांगितले, आपत्ती व्यवस्थापनाच्या मार्गदर्शक तत्त्वानुसार जिल्हा परिषद, नगरपालिका, महानगरपालिका तसेच खासगी शाळा इमारतींचे स्ट्रक्चरल ऑडिट करावे.	[1033, 1299, 1202, 1353]
registration-dot	[201, 2350, 214, 2371]
rashi-name: मिथुन	[92, 428, 112, 439]
rashi-name: मकर	[265, 476, 282, 488]
chevron-down-icon: »	[66, 632, 89, 655]
